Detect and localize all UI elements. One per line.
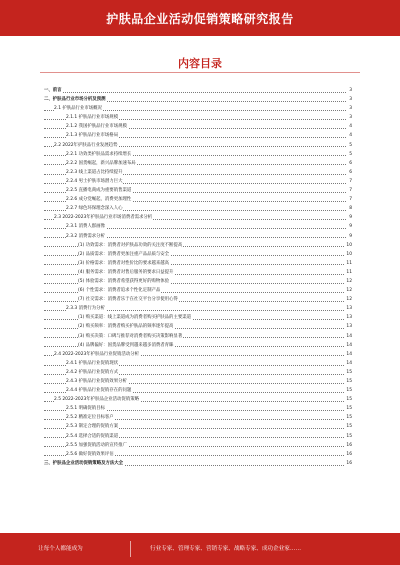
- toc-entry-label: 2.4.2 护肤品行业促销方式: [66, 368, 119, 377]
- footer-tagline: 行业专家、管理专家、营销专家、战略专家、成功企业家……: [150, 546, 302, 552]
- toc-entry-label: 2.2.6 成分党崛起，消费更加理性: [66, 195, 132, 204]
- toc-entry-label: 2.4.4 护肤品行业促销存在的问题: [66, 386, 132, 395]
- toc-entry-page: 10: [345, 250, 352, 259]
- toc-entry-label: 2.5.4 选择合适的促销渠道: [66, 432, 119, 441]
- toc-entry-page: 4: [348, 131, 352, 140]
- toc-entry-page: 9: [348, 232, 352, 241]
- toc-entry[interactable]: [44, 104, 352, 113]
- toc-entry-label: 2.5.6 做好促销效果评估: [66, 450, 115, 459]
- toc-entry-page: 12: [345, 295, 352, 304]
- toc-entry[interactable]: [44, 286, 352, 295]
- toc-entry-page: 15: [345, 395, 352, 404]
- toc-entry-page: 3: [348, 113, 352, 122]
- toc-entry-page: 14: [345, 341, 352, 350]
- toc-entry-page: 12: [345, 286, 352, 295]
- toc-entry[interactable]: [44, 277, 352, 286]
- toc-entry[interactable]: [44, 232, 352, 241]
- toc-entry[interactable]: [44, 422, 352, 431]
- toc-entry[interactable]: [44, 322, 352, 331]
- toc-entry-page: 9: [348, 213, 352, 222]
- toc-entry-label: (6) 个性需求：消费者追求个性化定制产品: [78, 286, 161, 295]
- toc-entry-page: 16: [345, 450, 352, 459]
- toc-entry-label: 2.2.5 直播电商成为重要销售渠道: [66, 186, 132, 195]
- toc-entry-page: 15: [345, 377, 352, 386]
- toc-entry-label: 2.2.7 绿色环保理念深入人心: [66, 204, 123, 213]
- toc-title: 内容目录: [178, 57, 222, 70]
- toc-entry[interactable]: [44, 122, 352, 131]
- toc-entry-label: 2.2.3 线上渠道占比持续提升: [66, 168, 123, 177]
- report-title: 护肤品企业活动促销策略研究报告: [106, 12, 294, 26]
- toc-entry[interactable]: [44, 332, 352, 341]
- toc-entry-label: (1) 购买渠道：线上渠道成为消费者购买护肤品的主要渠道: [78, 313, 192, 322]
- toc-entry-label: (2) 购买频率：消费者购买护肤品的频率逐年提高: [78, 322, 174, 331]
- toc-entry[interactable]: [44, 86, 352, 95]
- toc-entry[interactable]: [44, 241, 352, 250]
- toc-entry[interactable]: [44, 313, 352, 322]
- toc-entry-page: 12: [345, 277, 352, 286]
- footer-band: [0, 533, 400, 565]
- toc-entry-page: 8: [348, 204, 352, 213]
- report-header-band: [0, 0, 400, 36]
- toc-entry-page: 6: [348, 159, 352, 168]
- toc-entry-label: 2.3.1 消费人群画像: [66, 222, 106, 231]
- toc-entry-page: 3: [348, 86, 352, 95]
- toc-entry-page: 16: [345, 441, 352, 450]
- toc-entry-page: 14: [345, 350, 352, 359]
- toc-entry-page: 15: [345, 368, 352, 377]
- toc-entry-label: 2.3 2022-2023年护肤品行业市场消费者需求分析: [54, 213, 153, 222]
- toc-entry-label: (4) 品牌偏好：国货品牌受到越来越多消费者青睐: [78, 341, 174, 350]
- toc-entry-label: 2.2.1 功效类护肤品需求持续增长: [66, 150, 132, 159]
- toc-entry-label: (4) 服务需求：消费者对售后服务的要求日益提升: [78, 268, 174, 277]
- toc-entry-label: 2.1.2 我国护肤品行业市场规模: [66, 122, 128, 131]
- toc-entry[interactable]: [44, 177, 352, 186]
- toc-entry[interactable]: [44, 141, 352, 150]
- toc-entry[interactable]: [44, 95, 352, 104]
- toc-entry-label: 2.1.1 护肤品行业市场规模: [66, 113, 119, 122]
- toc-entry-page: 13: [345, 313, 352, 322]
- toc-entry[interactable]: [44, 413, 352, 422]
- toc-entry-page: 7: [348, 195, 352, 204]
- toc-leader-dots: [44, 92, 346, 93]
- footer-slogan: 让每个人都能成为: [38, 546, 83, 552]
- toc-entry-page: 15: [345, 404, 352, 413]
- toc-entry[interactable]: [44, 432, 352, 441]
- toc-entry[interactable]: [44, 295, 352, 304]
- toc-entry-label: 2.5.3 制定合理的促销方案: [66, 422, 119, 431]
- toc-entry-label: 2.4.3 护肤品行业促销效果分析: [66, 377, 128, 386]
- toc-entry-page: 10: [345, 241, 352, 250]
- toc-entry-page: 16: [345, 459, 352, 468]
- toc-title-divider: [40, 72, 360, 73]
- toc-entry-page: 14: [345, 332, 352, 341]
- toc-entry[interactable]: [44, 341, 352, 350]
- toc-entry-page: 7: [348, 186, 352, 195]
- toc-entry-label: 二、护肤品行业市场分析及预测: [44, 95, 106, 104]
- toc-entry[interactable]: [44, 195, 352, 204]
- toc-entry[interactable]: [44, 222, 352, 231]
- toc-entry-label: 2.2 2022年护肤品行业发展趋势: [54, 141, 118, 150]
- toc-entry-label: 一、前言: [44, 86, 63, 95]
- toc-entry-label: 2.1.3 护肤品行业市场格局: [66, 131, 119, 140]
- toc-entry[interactable]: [44, 113, 352, 122]
- toc-entry-label: 2.1 护肤品行业市场概况: [54, 104, 103, 113]
- toc-entry-page: 15: [345, 386, 352, 395]
- toc-entry-page: 3: [348, 104, 352, 113]
- toc-entry-page: 5: [348, 150, 352, 159]
- toc-entry-page: 13: [345, 304, 352, 313]
- toc-entry-label: 2.5.2 精准定位目标客户: [66, 413, 115, 422]
- toc-entry-page: 14: [345, 359, 352, 368]
- toc-entry-label: (3) 购买决策：口碑与推荐对消费者购买决策影响显著: [78, 332, 183, 341]
- toc-entry[interactable]: [44, 359, 352, 368]
- toc-entry-page: 9: [348, 222, 352, 231]
- toc-entry[interactable]: [44, 168, 352, 177]
- toc-entry[interactable]: [44, 386, 352, 395]
- toc-entry-label: 2.4 2022-2023年护肤品行业促销活动分析: [54, 350, 140, 359]
- toc-entry-page: 7: [348, 177, 352, 186]
- toc-entry-page: 4: [348, 122, 352, 131]
- toc-entry-page: 13: [345, 322, 352, 331]
- toc-entry-label: (2) 品质需求：消费者更加注重产品品质与安全: [78, 250, 170, 259]
- toc-entry[interactable]: [44, 441, 352, 450]
- toc-entry-label: 2.2.4 男士护肤市场潜力巨大: [66, 177, 123, 186]
- toc-entry-label: (7) 社交需求：消费者乐于在社交平台分享使用心得: [78, 295, 179, 304]
- toc-entry-page: 3: [348, 95, 352, 104]
- toc-entry-page: 11: [345, 268, 352, 277]
- toc-entry-label: 2.4.1 护肤品行业促销现状: [66, 359, 119, 368]
- toc-entry-label: (1) 功效需求：消费者对护肤品功效的关注度不断提高: [78, 241, 183, 250]
- toc-entry[interactable]: [44, 268, 352, 277]
- toc-entry-label: 2.2.2 国货崛起，新兴品牌加速布局: [66, 159, 137, 168]
- footer-divider: [130, 541, 131, 557]
- toc-entry-page: 15: [345, 422, 352, 431]
- toc-entry-label: (5) 体验需求：消费者希望获得更好的购物体验: [78, 277, 170, 286]
- toc-entry[interactable]: [44, 450, 352, 459]
- toc-entry-label: 2.5.1 明确促销目标: [66, 404, 106, 413]
- toc-entry-label: 2.5.5 加强促销活动的宣传推广: [66, 441, 128, 450]
- toc-entry[interactable]: [44, 368, 352, 377]
- toc-entry[interactable]: [44, 395, 352, 404]
- toc-entry-label: 2.3.3 消费行为分析: [66, 304, 106, 313]
- toc-entry[interactable]: [44, 350, 352, 359]
- toc-entry[interactable]: [44, 186, 352, 195]
- toc-entry[interactable]: [44, 159, 352, 168]
- toc-entry[interactable]: [44, 404, 352, 413]
- toc-entry-page: 5: [348, 141, 352, 150]
- toc-entry-label: (3) 价格需求：消费者对性价比的要求越来越高: [78, 259, 170, 268]
- toc-entry-page: 6: [348, 168, 352, 177]
- toc-entry[interactable]: [44, 204, 352, 213]
- toc-entry-label: 三、护肤品企业活动促销策略及方法大全: [44, 459, 124, 468]
- toc-entry[interactable]: [44, 377, 352, 386]
- toc-entry-page: 15: [345, 413, 352, 422]
- toc-entry-page: 15: [345, 432, 352, 441]
- toc-entry[interactable]: [44, 131, 352, 140]
- toc-entry[interactable]: [44, 250, 352, 259]
- table-of-contents: [44, 86, 352, 468]
- toc-entry[interactable]: [44, 459, 352, 468]
- toc-entry[interactable]: [44, 150, 352, 159]
- toc-entry-label: 2.3.2 消费需求分析: [66, 232, 106, 241]
- toc-entry-label: 2.5 2022-2023年护肤品企业活动促销策略: [54, 395, 140, 404]
- toc-entry[interactable]: [44, 259, 352, 268]
- toc-entry[interactable]: [44, 213, 352, 222]
- toc-entry[interactable]: [44, 304, 352, 313]
- toc-entry-page: 11: [345, 259, 352, 268]
